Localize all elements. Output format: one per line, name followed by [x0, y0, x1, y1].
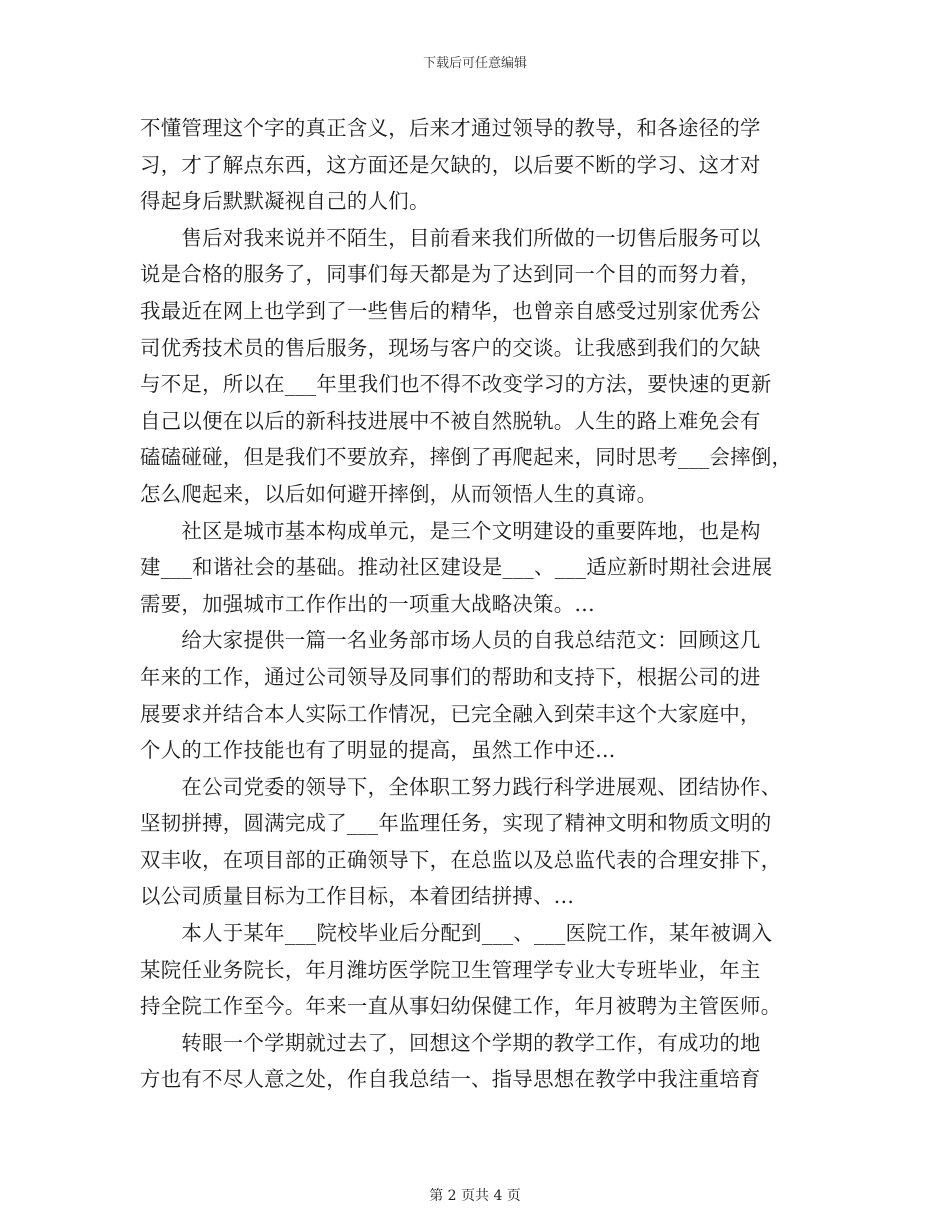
- text-line: 得起身后默默凝视自己的人们。: [140, 189, 430, 214]
- page-header: 下载后可任意编辑: [422, 56, 527, 71]
- text-line: 怎么爬起来，以后如何避开摔倒，从而领悟人生的真谛。: [140, 481, 658, 506]
- text-line: 本人于某年___院校毕业后分配到___、___医院工作，某年被调入: [140, 921, 773, 946]
- text-line: 社区是城市基本构成单元，是三个文明建设的重要阵地，也是构: [140, 518, 761, 543]
- text-line: 给大家提供一篇一名业务部市场人员的自我总结范文：回顾这几: [140, 628, 761, 653]
- text-line: 持全院工作至今。年来一直从事妇幼保健工作，年月被聘为主管医师。: [140, 994, 782, 1019]
- text-line: 个人的工作技能也有了明显的提高，虽然工作中还...: [140, 738, 616, 763]
- body-text: [140, 110, 820, 1098]
- text-line: 自己以便在以后的新科技进展中不被自然脱轨。人生的路上难免会有: [140, 408, 761, 433]
- text-line: 需要，加强城市工作作出的一项重大战略决策。...: [140, 591, 595, 616]
- text-line: 售后对我来说并不陌生，目前看来我们所做的一切售后服务可以: [140, 225, 761, 250]
- text-line: 与不足，所以在___年里我们也不得不改变学习的方法，要快速的更新: [140, 372, 772, 397]
- text-line: 说是合格的服务了，同事们每天都是为了达到同一个目的而努力着，: [140, 262, 761, 287]
- text-line: 建___和谐社会的基础。推动社区建设是___、___适应新时期社会进展: [140, 555, 773, 580]
- text-line: 不懂管理这个字的真正含义，后来才通过领导的教导，和各途径的学: [140, 116, 761, 140]
- page-footer: 第 2 页共 4 页: [429, 1188, 521, 1204]
- text-line: 双丰收，在项目部的正确领导下，在总监以及总监代表的合理安排下，: [140, 847, 782, 872]
- text-line: 展要求并结合本人实际工作情况，已完全融入到荣丰这个大家庭中，: [140, 701, 761, 726]
- text-line: 方也有不尽人意之处，作自我总结一、指导思想在教学中我注重培育: [140, 1067, 761, 1092]
- text-line: 司优秀技术员的售后服务，现场与客户的交谈。让我感到我们的欠缺: [140, 335, 761, 360]
- text-line: 在公司党委的领导下，全体职工努力践行科学进展观、团结协作、: [140, 774, 782, 799]
- text-line: 年来的工作，通过公司领导及同事们的帮助和支持下，根据公司的进: [140, 664, 761, 689]
- text-line: 我最近在网上也学到了一些售后的精华，也曾亲自感受过别家优秀公: [140, 298, 761, 323]
- text-line: 坚韧拼搏，圆满完成了___年监理任务，实现了精神文明和物质文明的: [140, 811, 772, 836]
- text-line: 磕磕碰碰，但是我们不要放弃，摔倒了再爬起来，同时思考___会摔倒，: [140, 445, 793, 470]
- text-line: 某院任业务院长，年月潍坊医学院卫生管理学专业大专班毕业，年主: [140, 957, 761, 982]
- text-line: 以公司质量目标为工作目标，本着团结拼搏、...: [140, 884, 575, 909]
- text-line: 习，才了解点东西，这方面还是欠缺的，以后要不断的学习、这才对: [140, 152, 761, 177]
- text-line: 转眼一个学期就过去了，回想这个学期的教学工作，有成功的地: [140, 1030, 761, 1055]
